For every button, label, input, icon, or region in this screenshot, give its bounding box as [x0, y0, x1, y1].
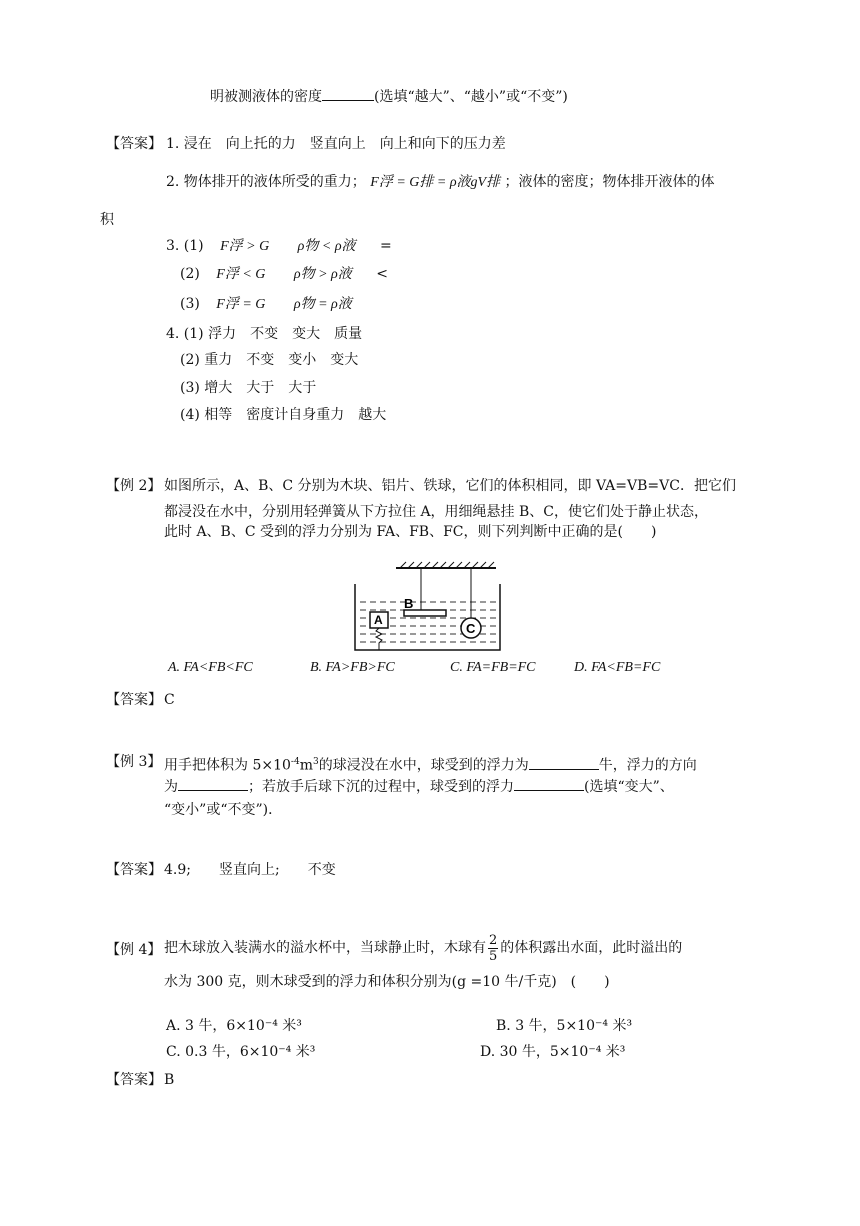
example-4-tag: 【例 4】	[106, 942, 162, 958]
option-d[interactable]: D. FA<FB=FC	[574, 660, 661, 675]
example-3-line-3: “变小”或“不变”)．	[164, 802, 283, 818]
sign: <	[376, 266, 388, 282]
buoyancy-formula: F浮 = G排 = ρ液gV排	[370, 175, 501, 190]
option-a[interactable]: A. FA<FB<FC	[168, 660, 253, 675]
answer-line-6: 4. (1) 浮力 不变 变大 质量	[166, 326, 363, 342]
formula: ρ物 > ρ液	[293, 267, 352, 282]
figure-label-c: C	[466, 621, 476, 636]
answer-blank	[514, 776, 584, 791]
example-3-line-2: 为 ；若放手后球下沉的过程中，球受到的浮力 (选填“变大”、	[164, 776, 674, 797]
formula: F浮 > G	[220, 239, 270, 254]
example-4-answer-tag: 【答案】	[106, 1072, 162, 1088]
example-2-line-2: 都浸没在水中，分别用轻弹簧从下方拉住 A，用细绳悬挂 B、C，使它们处于静止状态，	[164, 504, 709, 520]
formula: ρ物 = ρ液	[293, 297, 352, 312]
fraction: $\frac{2}{5}$	[489, 932, 498, 964]
figure-label-a: A	[374, 613, 383, 627]
example-3-tag: 【例 3】	[106, 754, 162, 770]
answer-line-2-cont: 积	[100, 212, 114, 228]
option-b[interactable]: B. FA>FB>FC	[310, 660, 395, 675]
answer-tag: 【答案】	[106, 136, 162, 152]
figure-label-b: B	[404, 596, 414, 611]
example-4-line-1: 把木球放入装满水的溢水杯中，当球静止时，木球有 $\frac{2}{5}$ 的体积露出水面，此时溢出的	[164, 932, 683, 964]
option-d[interactable]: D. 30 牛，5×10⁻⁴ 米³	[480, 1044, 626, 1060]
buoyancy-figure	[350, 560, 510, 654]
example-2-tag: 【例 2】	[106, 478, 162, 494]
answer-blank	[529, 755, 599, 770]
example-2-line-1: 如图所示，A、B、C 分别为木块、铝片、铁球，它们的体积相同，即 VA=VB=VC．把它们	[164, 478, 736, 494]
answer-line-4: (2) F浮 < G ρ物 > ρ液 <	[180, 266, 388, 282]
option-c[interactable]: C. 0.3 牛，6×10⁻⁴ 米³	[166, 1044, 316, 1060]
answer-line-1: 1. 浸在 向上托的力 竖直向上 向上和向下的压力差	[166, 136, 506, 152]
formula: F浮 < G	[216, 267, 266, 282]
answer-blank	[322, 86, 374, 101]
example-2-line-3: 此时 A、B、C 受到的浮力分别为 FA、FB、FC，则下列判断中正确的是( )	[164, 524, 657, 540]
answer-line-7: (2) 重力 不变 变小 变大	[180, 352, 359, 368]
header-line	[210, 86, 568, 107]
header-text: 明被测液体的密度	[210, 89, 322, 105]
answer-line-5: (3) F浮 = G ρ物 = ρ液	[180, 296, 352, 312]
formula: ρ物 < ρ液	[297, 239, 356, 254]
example-2-answer-tag: 【答案】	[106, 692, 162, 708]
answer-blank	[178, 776, 248, 791]
formula: F浮 = G	[216, 297, 266, 312]
example-3-answer-tag: 【答案】	[106, 862, 162, 878]
example-4-answer: B	[164, 1072, 175, 1088]
header-hint: (选填“越大”、“越小”或“不变”)	[374, 89, 568, 105]
sign: =	[380, 238, 392, 254]
option-a[interactable]: A. 3 牛，6×10⁻⁴ 米³	[166, 1018, 302, 1034]
answer-line-2: 2. 物体排开的液体所受的重力； F浮 = G排 = ρ液gV排 ；液体的密度；物体排开液体的体	[166, 174, 715, 190]
answer-line-8: (3) 增大 大于 大于	[180, 380, 317, 396]
answer-line-3: 3. (1) F浮 > G ρ物 < ρ液 =	[166, 238, 392, 254]
example-4-line-2: 水为 300 克，则木球受到的浮力和体积分别为(g =10 牛/千克) ( )	[164, 974, 610, 990]
example-2-answer: C	[164, 692, 175, 708]
example-3-answer: 4.9; 竖直向上; 不变	[164, 862, 336, 878]
example-3-line-1: 用手把体积为 $5\times 10^{-4}m^3$的球浸没在水中，球受到的浮力为 牛，浮力的方向	[164, 752, 697, 776]
answer-line-9: (4) 相等 密度计自身重力 越大	[180, 407, 387, 423]
option-c[interactable]: C. FA=FB=FC	[450, 660, 536, 675]
option-b[interactable]: B. 3 牛，5×10⁻⁴ 米³	[496, 1018, 633, 1034]
